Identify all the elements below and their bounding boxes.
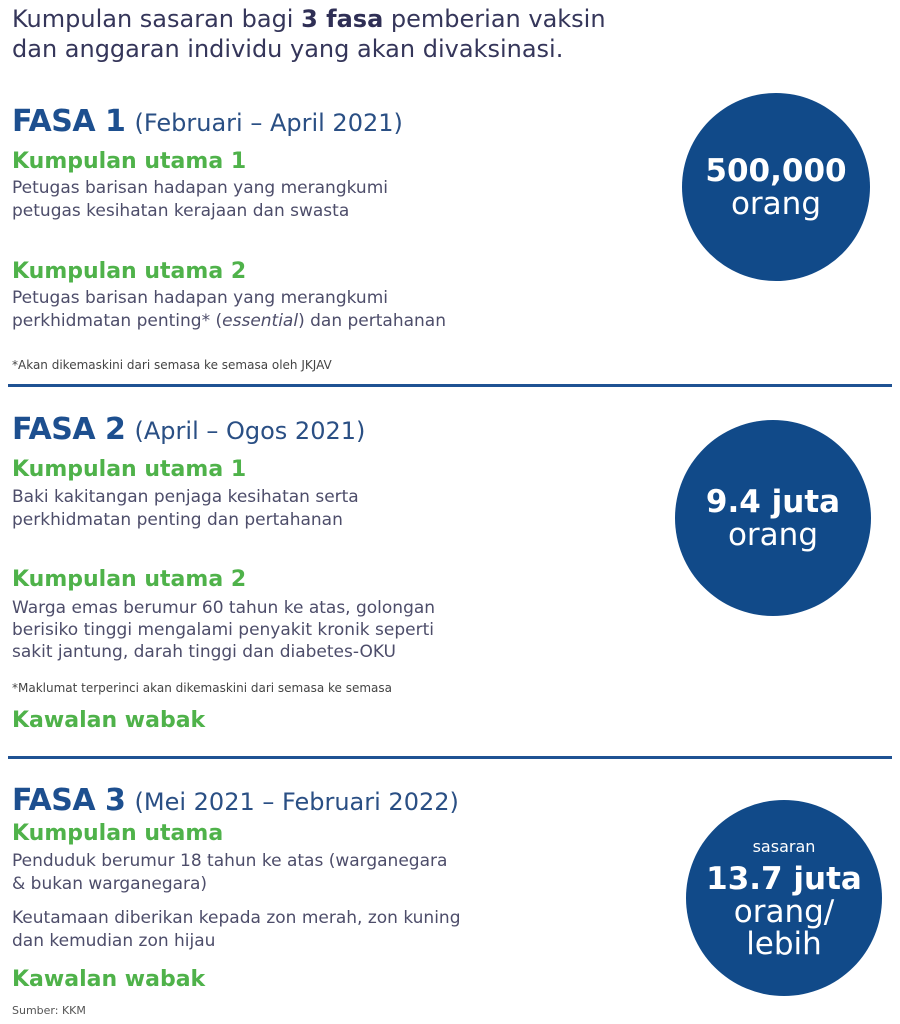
phase-3-target-unit: orang/	[733, 894, 835, 930]
phase-2-target-unit: orang	[727, 517, 819, 553]
desc-text: ) dan pertahanan	[298, 311, 446, 331]
phase-2-outbreak-control-label: Kawalan wabak	[12, 708, 206, 733]
desc-italic: essential	[222, 311, 299, 331]
desc-line	[12, 310, 446, 333]
phase-1-group-1-desc	[12, 177, 388, 223]
phase-3-target-number: 13.7 juta	[706, 861, 862, 897]
phase-1-note: *Akan dikemaskini dari semasa ke semasa oleh JKJAV	[12, 358, 332, 372]
intro-text	[12, 4, 732, 64]
phase-3-heading	[12, 783, 459, 818]
desc-line: Petugas barisan hadapan yang merangkumi	[12, 288, 388, 308]
source-credit: Sumber: KKM	[12, 1004, 86, 1017]
phase-3-target-prefix: sasaran	[752, 837, 816, 856]
phase-1-group-1-label: Kumpulan utama 1	[12, 149, 247, 174]
phase-3-title: FASA 3	[12, 783, 126, 818]
phase-1-heading	[12, 104, 403, 139]
intro-line-1	[12, 4, 732, 34]
phase-3-priority-desc	[12, 907, 461, 953]
phase-2-range: (April – Ogos 2021)	[134, 417, 366, 445]
desc-line: dan kemudian zon hijau	[12, 931, 216, 951]
phase-2-group-2-label: Kumpulan utama 2	[12, 567, 247, 592]
phase-3-target-circle	[686, 800, 882, 996]
section-divider	[8, 384, 892, 387]
desc-line: berisiko tinggi mengalami penyakit kronik seperti	[12, 620, 434, 640]
phase-2-title: FASA 2	[12, 412, 126, 447]
phase-1-target-circle	[682, 93, 870, 281]
section-divider	[8, 756, 892, 759]
desc-line: sakit jantung, darah tinggi dan diabetes-OKU	[12, 642, 396, 662]
phase-2-target-number: 9.4 juta	[705, 484, 841, 520]
phase-2-group-1-desc	[12, 486, 359, 532]
intro-line-1-start: Kumpulan sasaran bagi	[12, 5, 302, 33]
phase-1-group-2-desc	[12, 287, 446, 333]
phase-2-heading	[12, 412, 365, 447]
desc-line: Keutamaan diberikan kepada zon merah, zon kuning	[12, 908, 461, 928]
phase-2-group-2-desc	[12, 597, 435, 663]
desc-line: Petugas barisan hadapan yang merangkumi	[12, 178, 388, 198]
phase-1-group-2-label: Kumpulan utama 2	[12, 259, 247, 284]
phase-2-note: *Maklumat terperinci akan dikemaskini dari semasa ke semasa	[12, 681, 393, 695]
phase-1-target-number: 500,000	[705, 153, 847, 189]
phase-3-range: (Mei 2021 – Februari 2022)	[134, 788, 459, 816]
phase-2-target-circle	[675, 420, 871, 616]
desc-line: Baki kakitangan penjaga kesihatan serta	[12, 487, 359, 507]
desc-line: petugas kesihatan kerajaan dan swasta	[12, 201, 350, 221]
phase-3-target-unit-2: lebih	[746, 926, 822, 962]
desc-line: Penduduk berumur 18 tahun ke atas (warganegara	[12, 851, 448, 871]
phase-3-group-desc	[12, 850, 447, 896]
phase-2-group-1-label: Kumpulan utama 1	[12, 457, 247, 482]
desc-line: perkhidmatan penting dan pertahanan	[12, 510, 343, 530]
phase-1-target-unit: orang	[730, 186, 822, 222]
phase-3-outbreak-control-label: Kawalan wabak	[12, 967, 206, 992]
intro-line-2: dan anggaran individu yang akan divaksinasi.	[12, 35, 564, 63]
intro-line-1-bold: 3 fasa	[301, 5, 384, 33]
phase-3-group-label: Kumpulan utama	[12, 821, 224, 846]
phase-1-title: FASA 1	[12, 104, 126, 139]
desc-line: Warga emas berumur 60 tahun ke atas, golongan	[12, 598, 436, 618]
intro-line-1-end: pemberian vaksin	[383, 5, 606, 33]
desc-text: perkhidmatan penting* (	[12, 311, 223, 331]
desc-line: & bukan warganegara)	[12, 874, 208, 894]
phase-1-range: (Februari – April 2021)	[134, 109, 403, 137]
